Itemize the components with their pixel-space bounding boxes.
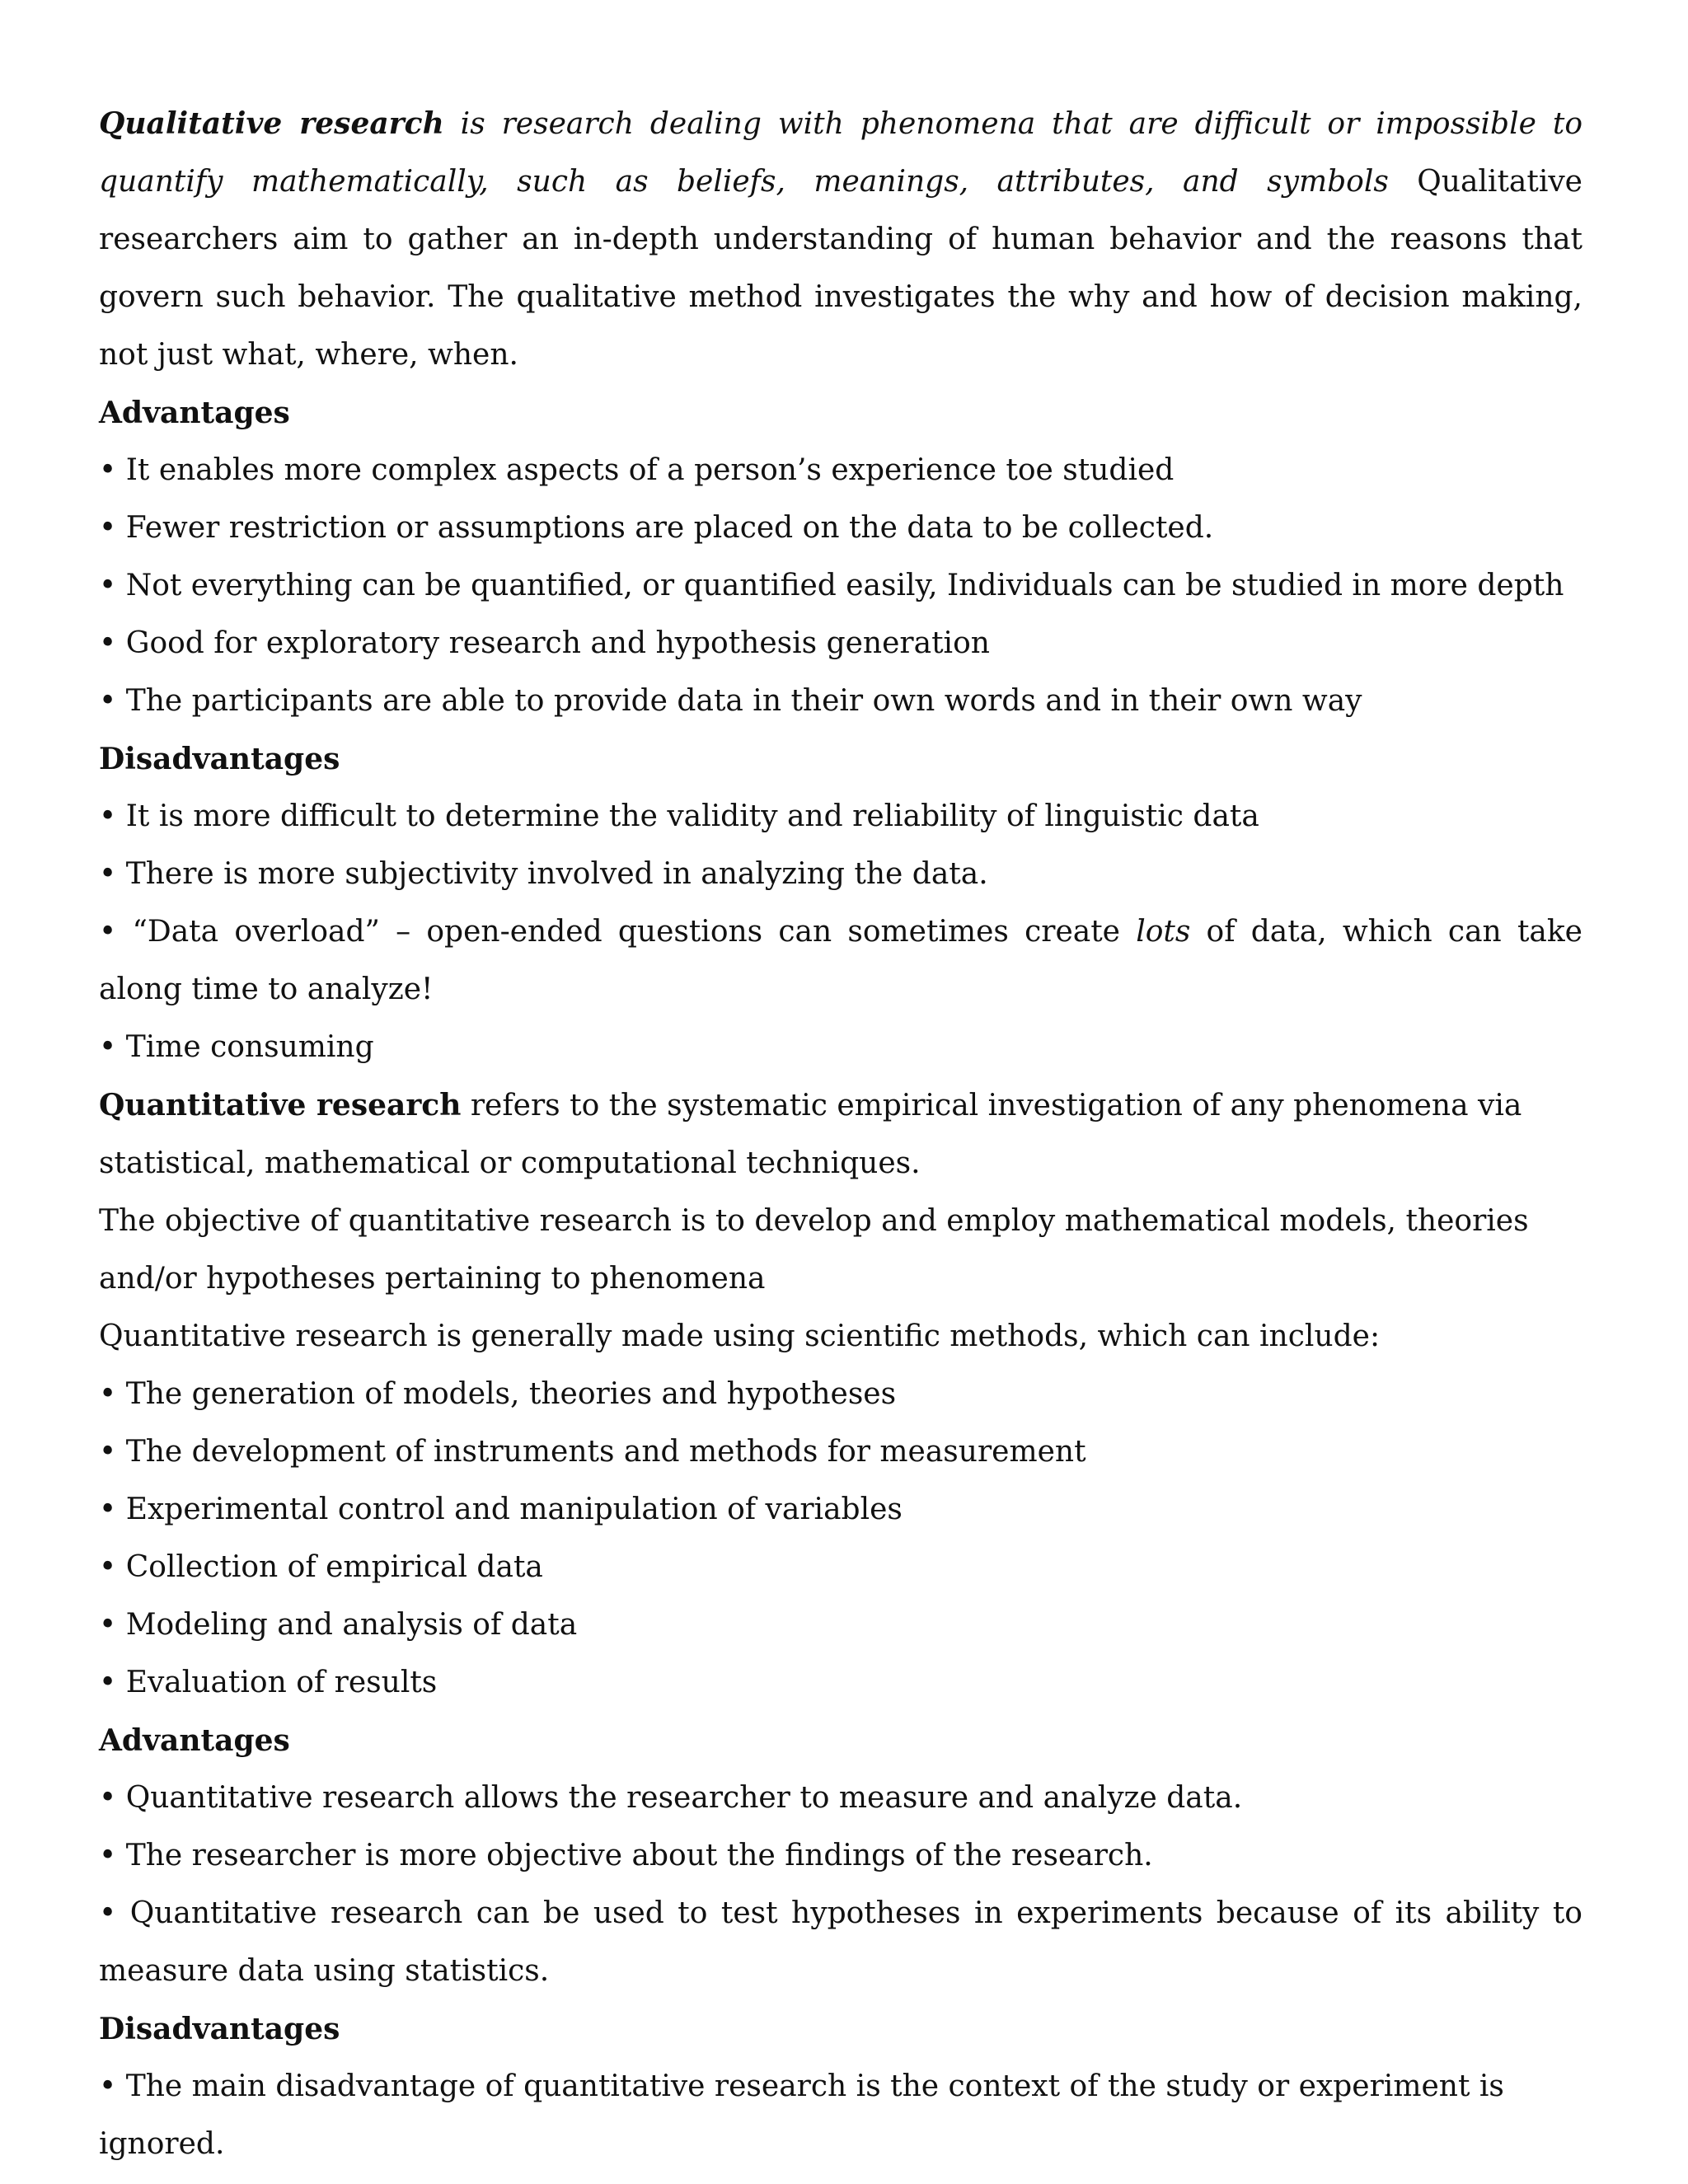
qualitative-term: Qualitative research [99,106,444,141]
quantitative-method-item: • Collection of empirical data [99,1539,1582,1596]
qualitative-disadvantage-item-overload [99,903,1582,1019]
quantitative-method-item: • Modeling and analysis of data [99,1596,1582,1654]
quantitative-advantage-item: • Quantitative research can be used to test hypotheses in experiments because of its ability to measure data using statistics. [99,1885,1582,2000]
qualitative-advantage-item: • Fewer restriction or assumptions are placed on the data to be collected. [99,499,1582,557]
quantitative-advantage-item: • The researcher is more objective about the findings of the research. [99,1827,1582,1885]
qualitative-advantage-item: • Not everything can be quantified, or quantified easily, Individuals can be studied in more depth [99,557,1582,615]
qualitative-disadvantages-heading: Disadvantages [99,742,340,776]
overload-emphasis: lots [1136,915,1191,949]
quantitative-disadvantages-heading: Disadvantages [99,2012,340,2046]
qualitative-disadvantage-item: • Time consuming [99,1019,1582,1076]
quantitative-method-item: • Experimental control and manipulation of variables [99,1481,1582,1539]
quantitative-disadvantage-item: • The main disadvantage of quantitative research is the context of the study or experiment is ignored. [99,2058,1582,2173]
quantitative-definition [99,1076,1582,1193]
qualitative-definition-italic: is research dealing with phenomena that are difficult or impossible to quantify mathematically, such as beliefs, meanings, attributes, and symbols [99,107,1582,199]
quantitative-definition-text: refers to the systematic empirical investigation of any phenomena via statistical, mathematical or computational techniques. [99,1089,1522,1180]
quantitative-objective: The objective of quantitative research is to develop and employ mathematical models, theories and/or hypotheses pertaining to phenomena [99,1204,1529,1296]
qualitative-advantages-heading: Advantages [99,396,290,430]
overload-text-before: “Data overload” – open-ended questions can sometimes create [132,915,1137,949]
quantitative-method-item: • The development of instruments and methods for measurement [99,1423,1582,1481]
qualitative-advantage-item: • The participants are able to provide data in their own words and in their own way [99,673,1582,730]
qualitative-disadvantage-item: • There is more subjectivity involved in analyzing the data. [99,846,1582,903]
qualitative-advantage-item: • Good for exploratory research and hypothesis generation [99,615,1582,673]
qualitative-definition-rest: Qualitative researchers aim to gather an in-depth understanding of human behavior and the reasons that govern such behavior. The qualitative method investigates the why and how of decision making, not just what, where, when. [99,165,1582,372]
qualitative-definition [99,95,1582,384]
quantitative-method-item: • The generation of models, theories and hypotheses [99,1366,1582,1423]
qualitative-disadvantage-item: • It is more difficult to determine the validity and reliability of linguistic data [99,788,1582,846]
quantitative-term: Quantitative research [99,1088,462,1122]
quantitative-methods-intro: Quantitative research is generally made using scientific methods, which can include: [99,1319,1381,1353]
quantitative-method-item: • Evaluation of results [99,1654,1582,1712]
quantitative-advantages-heading: Advantages [99,1723,290,1758]
document-page [99,95,1582,2173]
qualitative-advantage-item: • It enables more complex aspects of a person’s experience toe studied [99,442,1582,499]
overload-text-after: of data, which can take along time to analyze! [99,915,1582,1006]
quantitative-advantage-item: • Quantitative research allows the researcher to measure and analyze data. [99,1769,1582,1827]
